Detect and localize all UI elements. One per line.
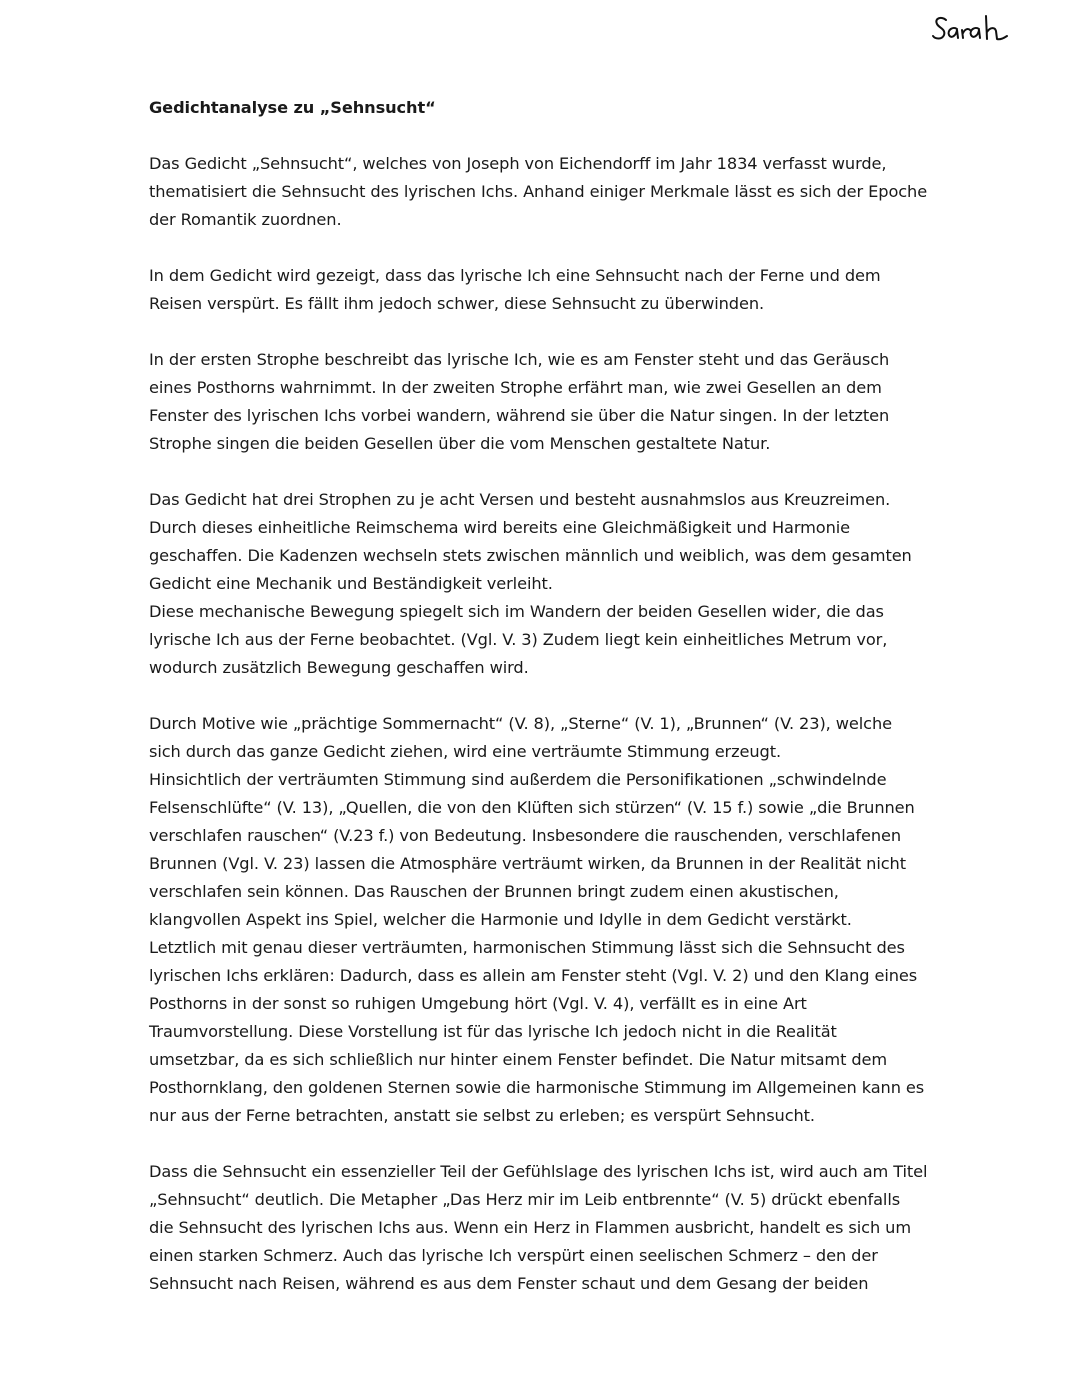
text-line: Hinsichtlich der verträumten Stimmung sind außerdem die Personifikationen „schwindelnde [149,770,887,789]
text-line: die Sehnsucht des lyrischen Ichs aus. Wenn ein Herz in Flammen ausbricht, handelt es sich um [149,1218,911,1237]
text-line: geschaffen. Die Kadenzen wechseln stets zwischen männlich und weiblich, was dem gesamten [149,546,912,565]
text-line: Dass die Sehnsucht ein essenzieller Teil der Gefühlslage des lyrischen Ichs ist, wird auch am Titel [149,1162,928,1181]
text-line: In dem Gedicht wird gezeigt, dass das lyrische Ich eine Sehnsucht nach der Ferne und dem [149,266,881,285]
paragraph [149,1158,949,1298]
text-line: lyrische Ich aus der Ferne beobachtet. (Vgl. V. 3) Zudem liegt kein einheitliches Metrum vor, [149,630,888,649]
text-line: Posthornklang, den goldenen Sternen sowie die harmonische Stimmung im Allgemeinen kann es [149,1078,925,1097]
text-line: Traumvorstellung. Diese Vorstellung ist für das lyrische Ich jedoch nicht in die Realität [149,1022,837,1041]
handwritten-signature [930,8,1012,48]
text-line: sich durch das ganze Gedicht ziehen, wird eine verträumte Stimmung erzeugt. [149,742,781,761]
text-line: „Sehnsucht“ deutlich. Die Metapher „Das Herz mir im Leib entbrennte“ (V. 5) drückt ebenfalls [149,1190,901,1209]
paragraph [149,710,949,1130]
paragraph [149,150,949,234]
text-line: Letztlich mit genau dieser verträumten, harmonischen Stimmung lässt sich die Sehnsucht des [149,938,905,957]
text-line: thematisiert die Sehnsucht des lyrischen Ichs. Anhand einiger Merkmale lässt es sich der Epoche [149,182,928,201]
text-line: verschlafen rauschen“ (V.23 f.) von Bedeutung. Insbesondere die rauschenden, verschlafenen [149,826,902,845]
paragraph [149,486,949,682]
text-line: Das Gedicht „Sehnsucht“, welches von Joseph von Eichendorff im Jahr 1834 verfasst wurde, [149,154,887,173]
paragraph [149,262,949,318]
essay-title: Gedichtanalyse zu „Sehnsucht“ [149,98,436,117]
text-line: Posthorns in der sonst so ruhigen Umgebung hört (Vgl. V. 4), verfällt es in eine Art [149,994,807,1013]
text-line: Felsenschlüfte“ (V. 13), „Quellen, die von den Klüften sich stürzen“ (V. 15 f.) sowie „die Brunnen [149,798,915,817]
text-line: Das Gedicht hat drei Strophen zu je acht Versen und besteht ausnahmslos aus Kreuzreimen. [149,490,891,509]
text-line: In der ersten Strophe beschreibt das lyrische Ich, wie es am Fenster steht und das Geräusch [149,350,890,369]
text-line: eines Posthorns wahrnimmt. In der zweiten Strophe erfährt man, wie zwei Gesellen an dem [149,378,882,397]
text-line: nur aus der Ferne betrachten, anstatt sie selbst zu erleben; es verspürt Sehnsucht. [149,1106,815,1125]
paragraph [149,346,949,458]
text-line: Fenster des lyrischen Ichs vorbei wandern, während sie über die Natur singen. In der letzten [149,406,890,425]
text-line: einen starken Schmerz. Auch das lyrische Ich verspürt einen seelischen Schmerz – den der [149,1246,878,1265]
text-line: Durch dieses einheitliche Reimschema wird bereits eine Gleichmäßigkeit und Harmonie [149,518,851,537]
text-line: verschlafen sein können. Das Rauschen der Brunnen bringt zudem einen akustischen, [149,882,839,901]
text-line: Brunnen (Vgl. V. 23) lassen die Atmosphäre verträumt wirken, da Brunnen in der Realität nicht [149,854,906,873]
text-line: lyrischen Ichs erklären: Dadurch, dass es allein am Fenster steht (Vgl. V. 2) und den Klang eines [149,966,918,985]
text-line: Durch Motive wie „prächtige Sommernacht“ (V. 8), „Sterne“ (V. 1), „Brunnen“ (V. 23), welche [149,714,892,733]
text-line: Gedicht eine Mechanik und Beständigkeit verleiht. [149,574,553,593]
text-line: Strophe singen die beiden Gesellen über die vom Menschen gestaltete Natur. [149,434,771,453]
text-line: wodurch zusätzlich Bewegung geschaffen wird. [149,658,529,677]
essay-paragraphs [149,150,949,1298]
text-line: umsetzbar, da es sich schließlich nur hinter einem Fenster befindet. Die Natur mitsamt dem [149,1050,888,1069]
text-line: klangvollen Aspekt ins Spiel, welcher die Harmonie und Idylle in dem Gedicht verstärkt. [149,910,852,929]
text-line: der Romantik zuordnen. [149,210,342,229]
text-line: Sehnsucht nach Reisen, während es aus dem Fenster schaut und dem Gesang der beiden [149,1274,869,1293]
text-line: Reisen verspürt. Es fällt ihm jedoch schwer, diese Sehnsucht zu überwinden. [149,294,765,313]
essay-body [149,94,949,1326]
text-line: Diese mechanische Bewegung spiegelt sich im Wandern der beiden Gesellen wider, die das [149,602,884,621]
